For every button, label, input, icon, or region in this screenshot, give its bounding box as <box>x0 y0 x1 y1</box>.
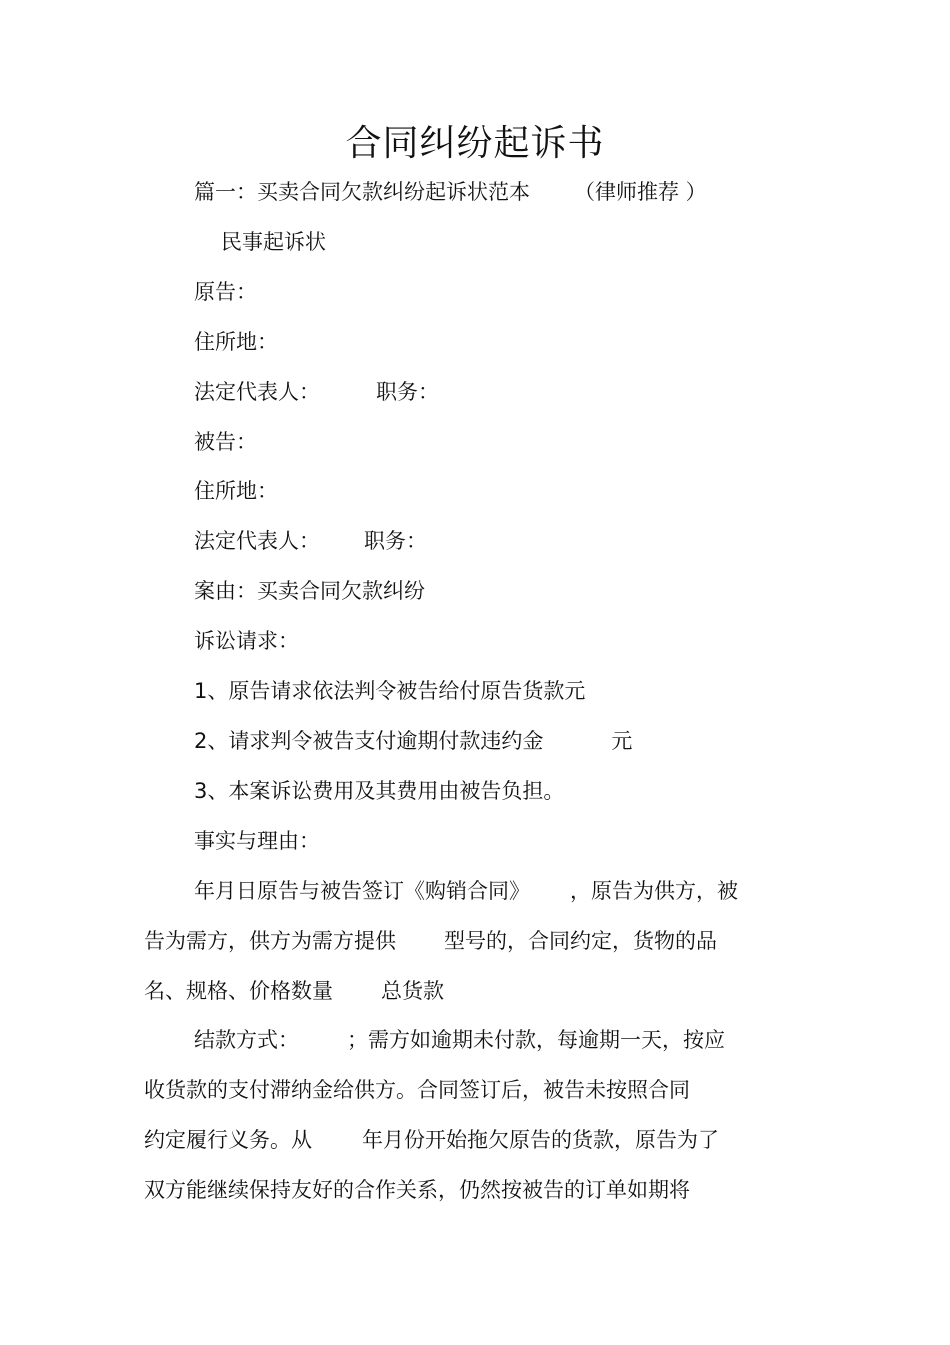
claim-2-line <box>194 727 632 755</box>
subtitle-line <box>194 178 707 206</box>
facts-p2-text-d: 约定履行义务。从 <box>144 1128 312 1152</box>
facts-paragraph-1-line-2 <box>144 927 717 955</box>
facts-paragraph-2-line-2: 收货款的支付滞纳金给供方。合同签订后，被告未按照合同 <box>144 1078 690 1102</box>
complaint-heading: 民事起诉状 <box>221 230 326 254</box>
subtitle-note: （律师推荐 ） <box>574 180 707 204</box>
defendant-position-label: 职务： <box>364 529 427 553</box>
defendant-address-label: 住所地： <box>194 479 278 503</box>
facts-p1-text-e: 名、规格、价格数量 <box>144 979 333 1003</box>
defendant-rep-line <box>194 527 427 555</box>
facts-p2-text-e: 年月份开始拖欠原告的货款，原告为了 <box>362 1128 719 1152</box>
facts-p2-text-b: ；需方如逾期未付款，每逾期一天，按应 <box>347 1028 725 1052</box>
facts-p1-text-d: 型号的，合同约定，货物的品 <box>444 929 717 953</box>
defendant-rep-label: 法定代表人： <box>194 529 320 553</box>
facts-p1-text-c: 告为需方，供方为需方提供 <box>144 929 396 953</box>
plaintiff-rep-label: 法定代表人： <box>194 380 320 404</box>
facts-paragraph-1-line-1 <box>194 877 738 905</box>
facts-paragraph-2-line-3 <box>144 1126 719 1154</box>
facts-p1-text-b: ，原告为供方，被 <box>570 879 738 903</box>
claim-2: 2、请求判令被告支付逾期付款违约金 <box>194 729 544 753</box>
plaintiff-address-label: 住所地： <box>194 330 278 354</box>
subtitle-main: 篇一：买卖合同欠款纠纷起诉状范本 <box>194 180 530 204</box>
facts-p1-text-f: 总货款 <box>381 979 444 1003</box>
facts-p1-text-a: 年月日原告与被告签订《购销合同》 <box>194 879 530 903</box>
facts-p2-text-a: 结款方式： <box>194 1028 299 1052</box>
document-title: 合同纠纷起诉书 <box>345 123 605 164</box>
claim-1: 1、原告请求依法判令被告给付原告货款元 <box>194 679 586 703</box>
facts-paragraph-2-line-1 <box>194 1026 725 1054</box>
facts-label: 事实与理由： <box>194 829 320 853</box>
plaintiff-rep-line <box>194 378 439 406</box>
facts-paragraph-1-line-3 <box>144 977 444 1005</box>
case-cause: 案由：买卖合同欠款纠纷 <box>194 579 425 603</box>
claim-2-unit: 元 <box>611 729 633 753</box>
plaintiff-label: 原告： <box>194 280 257 304</box>
plaintiff-position-label: 职务： <box>376 380 439 404</box>
claims-label: 诉讼请求： <box>194 629 299 653</box>
claim-3: 3、本案诉讼费用及其费用由被告负担。 <box>194 779 565 803</box>
defendant-label: 被告： <box>194 430 257 454</box>
facts-paragraph-2-line-4: 双方能继续保持友好的合作关系，仍然按被告的订单如期将 <box>144 1178 690 1202</box>
